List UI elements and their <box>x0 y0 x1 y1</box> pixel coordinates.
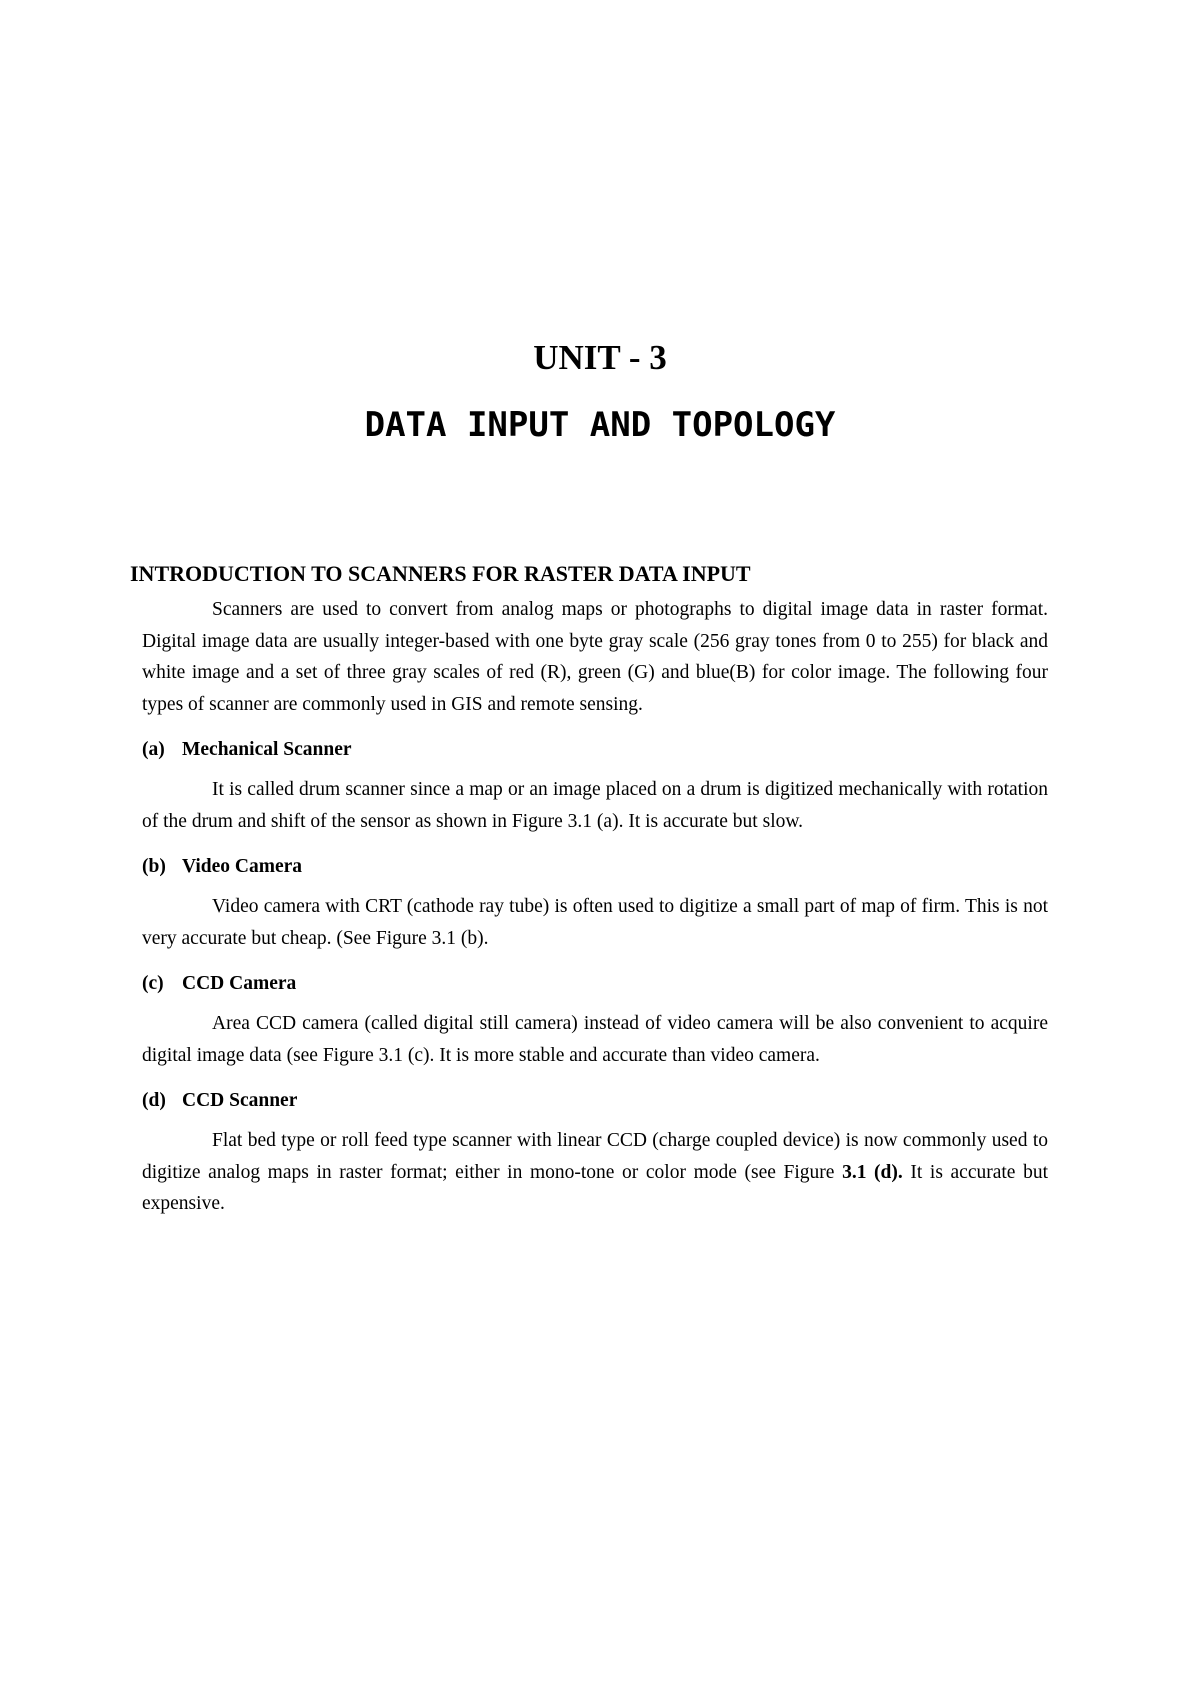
paragraph-text: It is accurate but expensive. <box>142 1161 1048 1214</box>
figure-reference: 3.1 (d). <box>842 1161 903 1183</box>
paragraph-text: Flat bed type or roll feed type scanner with linear CCD (charge coupled device) is now commonly used to digitize analog maps in raster format; either in mono-tone or color mode (see Figure <box>142 1130 1048 1183</box>
ccd-camera-paragraph: Area CCD camera (called digital still camera) instead of video camera will be also convenient to acquire digital image data (see Figure 3.1 (c). It is more stable and accurate than video camera. <box>142 1013 1048 1066</box>
subheading-title: CCD Scanner <box>182 1090 298 1111</box>
subheading-letter: (d) <box>142 1090 166 1111</box>
subheading-video-camera <box>142 853 1060 881</box>
document-body <box>130 560 1060 1220</box>
subheading-title: Video Camera <box>182 856 303 877</box>
ccd-scanner-paragraph <box>130 1125 1060 1220</box>
intro-paragraph: Scanners are used to convert from analog maps or photographs to digital image data in raster format. Digital image data are usually integer-based with one byte gray scale (256 gray tones from 0 to 255) for black and white image and a set of three gray scales of red (R), green (G) and blue(B) for color image. The following four types of scanner are commonly used in GIS and remote sensing. <box>142 599 1048 715</box>
subheading-title: Mechanical Scanner <box>182 739 352 760</box>
video-camera-paragraph: Video camera with CRT (cathode ray tube) is often used to digitize a small part of map of firm. This is not very accurate but cheap. (See Figure 3.1 (b). <box>142 896 1048 949</box>
section-heading: INTRODUCTION TO SCANNERS FOR RASTER DATA INPUT <box>130 561 751 586</box>
subheading-title: CCD Camera <box>182 973 297 994</box>
subheading-letter: (c) <box>142 973 164 994</box>
subheading-letter: (b) <box>142 856 166 877</box>
mechanical-scanner-paragraph: It is called drum scanner since a map or an image placed on a drum is digitized mechanically with rotation of the drum and shift of the sensor as shown in Figure 3.1 (a). It is accurate but slow. <box>142 779 1048 832</box>
subheading-ccd-camera <box>142 970 1060 998</box>
unit-number: UNIT - 3 <box>533 338 667 377</box>
subheading-ccd-scanner <box>142 1087 1060 1115</box>
unit-title: DATA INPUT AND TOPOLOGY <box>364 405 836 445</box>
subheading-mechanical-scanner <box>142 736 1060 764</box>
subheading-letter: (a) <box>142 739 165 760</box>
